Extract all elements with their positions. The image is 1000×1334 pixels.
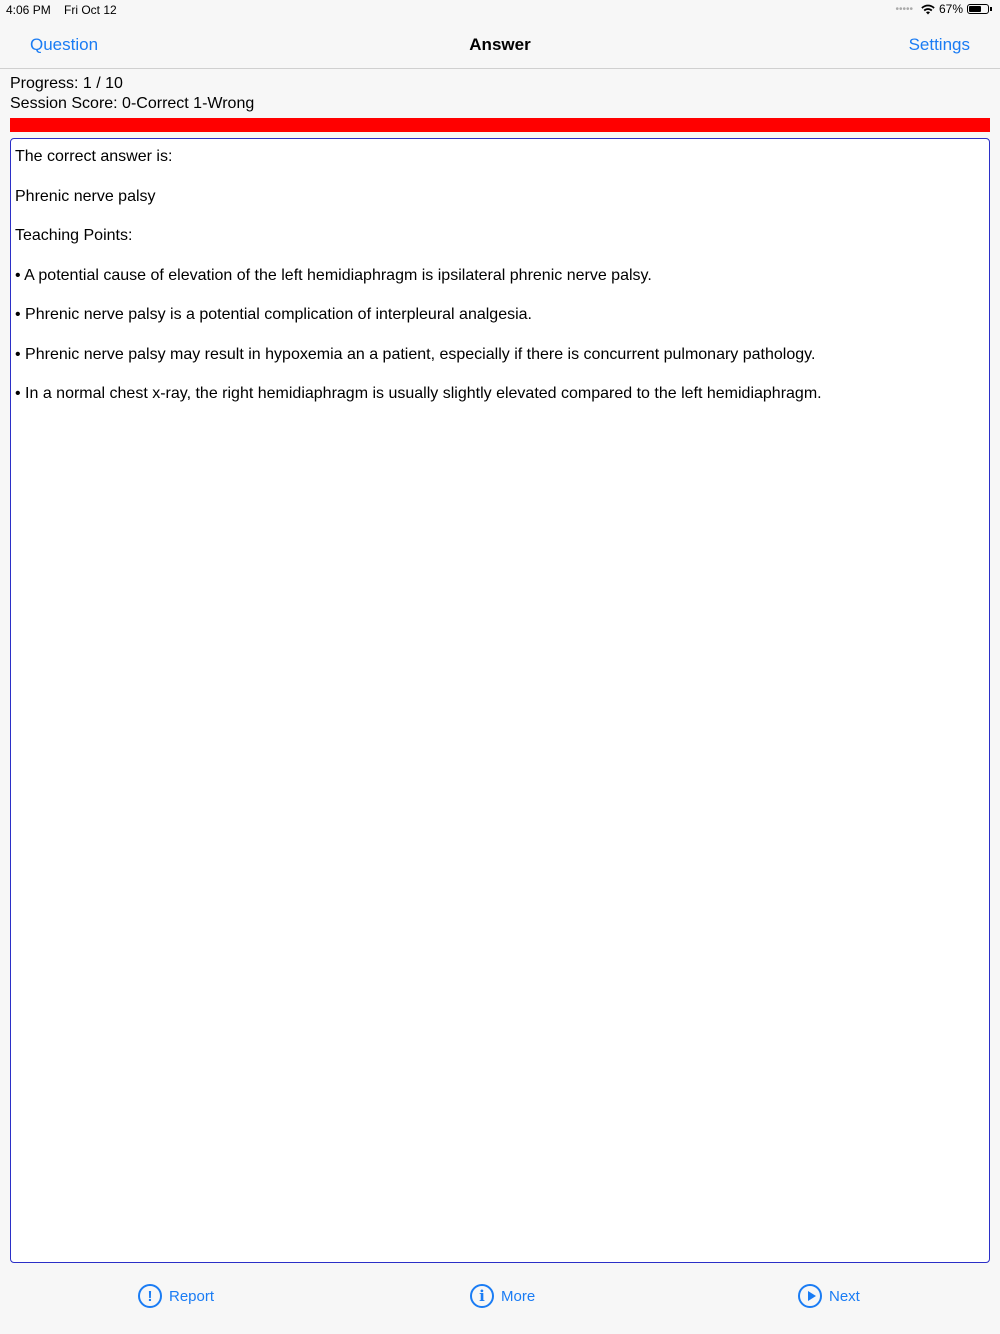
status-indicators [895,2,992,16]
score-bar [10,118,990,132]
report-label: Report [169,1287,215,1305]
battery-percent: 67% [938,2,963,16]
navigation-bar [0,22,1000,69]
teaching-point: • Phrenic nerve palsy is a potential complication of interpleural analgesia. [15,306,532,323]
page-title: Answer [469,35,531,54]
question-button[interactable]: Question [30,35,99,54]
correct-answer: Phrenic nerve palsy [15,187,156,205]
teaching-point: • In a normal chest x-ray, the right hemidiaphragm is usually slightly elevated compared to the left hemidiaphragm. [15,385,822,402]
answer-intro: The correct answer is: [15,148,173,165]
next-button[interactable] [798,1284,860,1308]
settings-button[interactable]: Settings [908,35,970,54]
exclamation-circle-icon: ! [138,1284,162,1308]
more-label: More [501,1287,536,1305]
battery-cap [990,7,992,11]
report-button[interactable] [138,1284,214,1308]
info-circle-icon: i [470,1284,494,1308]
signal-icon: ••••• [895,3,913,15]
status-bar [0,0,1000,22]
session-info [10,74,254,114]
bottom-toolbar [0,1270,1000,1334]
progress-text: Progress: 1 / 10 [10,75,123,92]
teaching-points-heading: Teaching Points: [15,227,133,244]
next-label: Next [829,1287,860,1305]
play-circle-icon [798,1284,822,1308]
answer-panel[interactable] [10,138,990,1263]
teaching-point: • Phrenic nerve palsy may result in hypoxemia an a patient, especially if there is concurrent pulmonary pathology. [15,345,816,363]
teaching-point: • A potential cause of elevation of the left hemidiaphragm is ipsilateral phrenic nerve palsy. [15,266,652,284]
wifi-icon [921,4,935,15]
session-score-text: Session Score: 0-Correct 1-Wrong [10,95,255,112]
score-bar-fill [10,118,990,132]
battery-icon [967,4,989,14]
battery-level [969,6,981,12]
more-button[interactable] [470,1284,535,1308]
status-date: Fri Oct 12 [64,3,117,17]
status-time: 4:06 PM [6,3,51,17]
